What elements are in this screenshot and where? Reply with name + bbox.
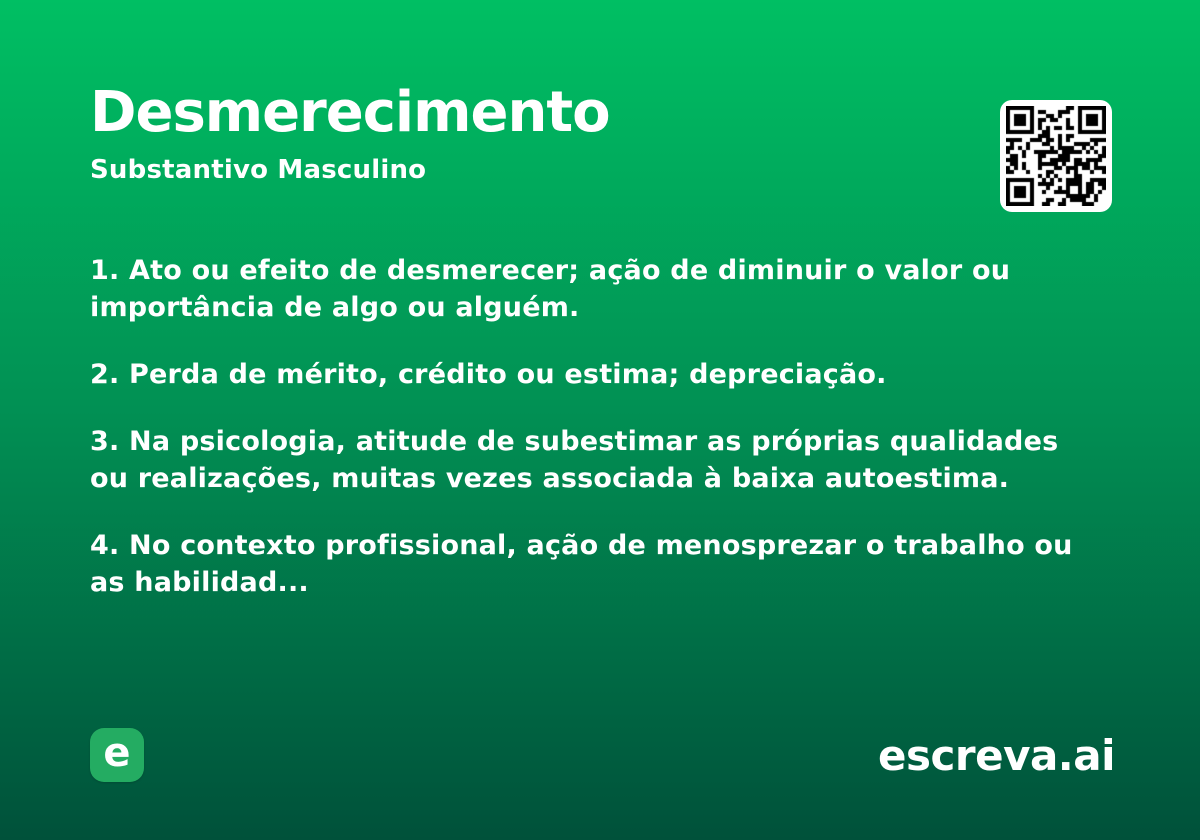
brand-logo [90,728,144,782]
definition-item: 3. Na psicologia, atitude de subestimar as próprias qualidades ou realizações, muitas vezes associada à baixa autoestima. [90,426,1059,494]
card-header [0,0,1200,212]
definition-item: 4. No contexto profissional, ação de menosprezar o trabalho ou as habilidad... [90,530,1073,598]
qr-code-panel [1000,100,1112,212]
brand-name: escreva.ai [878,730,1115,780]
definition-item: 2. Perda de mérito, crédito ou estima; depreciação. [90,359,887,390]
definitions-list [0,252,1200,601]
card-footer [0,728,1200,782]
word-class: Substantivo Masculino [90,154,427,185]
title-block [90,80,610,185]
qr-code-icon [1006,106,1106,206]
definition-item: 1. Ato ou efeito de desmerecer; ação de diminuir o valor ou importância de algo ou alguém. [90,255,1011,323]
brand-logo-letter: e [103,730,131,776]
word-title: Desmerecimento [90,80,610,145]
